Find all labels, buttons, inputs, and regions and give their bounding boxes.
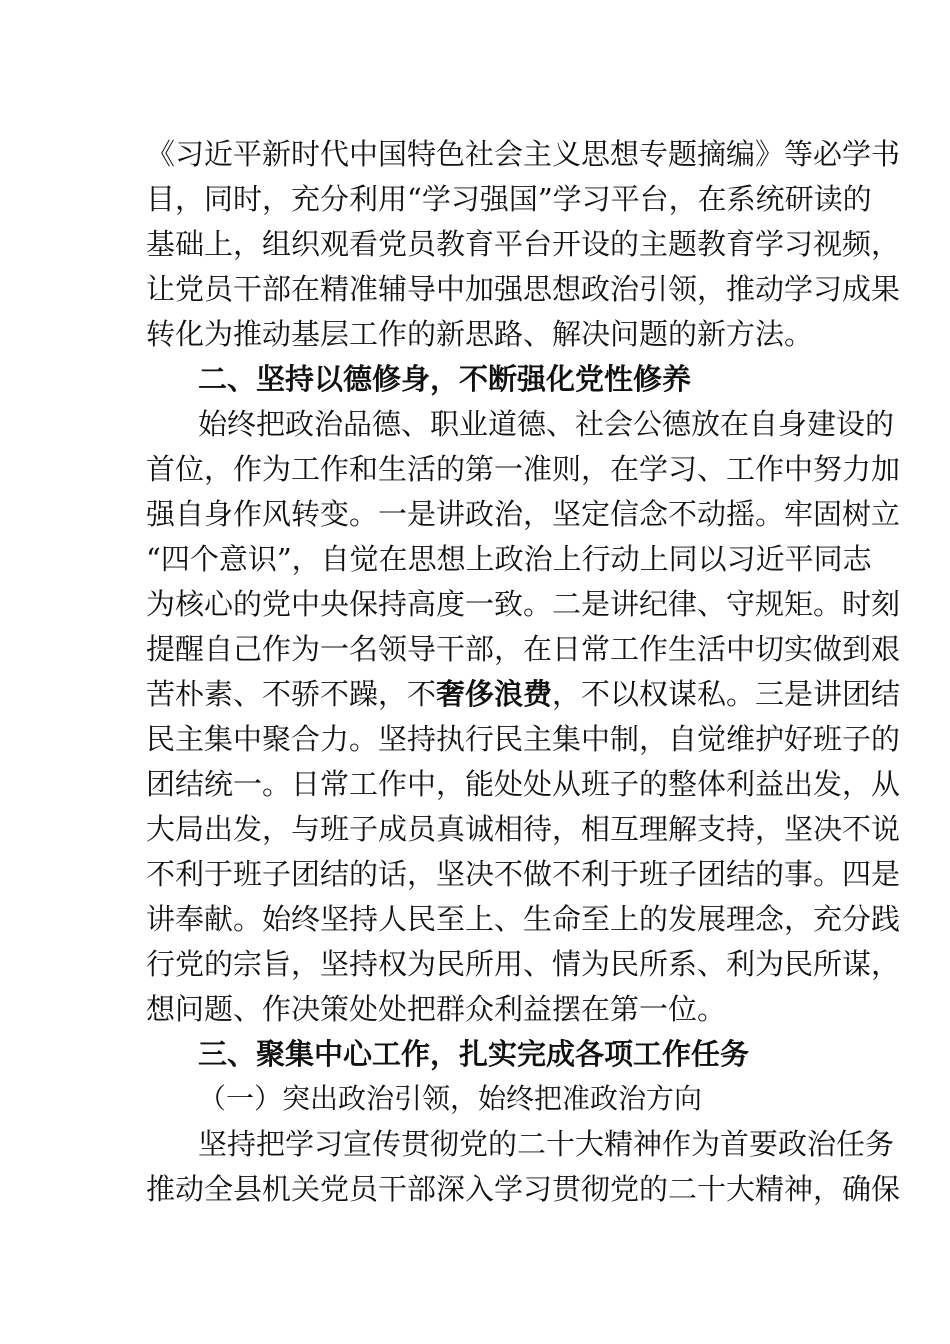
paragraph-line: 不利于班子团结的话，坚决不做不利于班子团结的事。四是 <box>146 857 901 891</box>
paragraph-line: 提醒自己作为一名领导干部，在日常工作生活中切实做到艰 <box>146 632 901 666</box>
text-segment: 苦朴素、不骄不躁，不 <box>146 677 437 711</box>
paragraph-line: 让党员干部在精准辅导中加强思想政治引领，推动学习成果 <box>146 272 901 306</box>
paragraph-line: 《习近平新时代中国特色社会主义思想专题摘编》等必学书 <box>146 137 901 171</box>
paragraph-line: 坚持把学习宣传贯彻党的二十大精神作为首要政治任务 <box>198 1127 895 1161</box>
paragraph-line: 想问题、作决策处处把群众利益摆在第一位。 <box>146 992 727 1026</box>
paragraph-line: 讲奉献。始终坚持人民至上、生命至上的发展理念，充分践 <box>146 902 901 936</box>
paragraph-line: 民主集中聚合力。坚持执行民主集中制，自觉维护好班子的 <box>146 722 901 756</box>
emphasized-text: 奢侈浪费 <box>436 677 553 711</box>
subsection-heading-1: （一）突出政治引领，始终把准政治方向 <box>198 1082 703 1115</box>
paragraph-line: “四个意识”，自觉在思想上政治上行动上同以习近平同志 <box>146 542 872 576</box>
paragraph-line: 始终把政治品德、职业道德、社会公德放在自身建设的 <box>198 407 895 441</box>
paragraph-line <box>146 671 901 717</box>
paragraph-line: 行党的宗旨，坚持权为民所用、情为民所系、利为民所谋， <box>146 947 901 981</box>
paragraph-line: 首位，作为工作和生活的第一准则，在学习、工作中努力加 <box>146 452 901 486</box>
paragraph-line: 推动全县机关党员干部深入学习贯彻党的二十大精神，确保 <box>146 1172 901 1206</box>
paragraph-line: 基础上，组织观看党员教育平台开设的主题教育学习视频， <box>146 227 901 261</box>
text-segment: ，不以权谋私。三是讲团结 <box>552 677 901 711</box>
section-heading-2: 二、坚持以德修身，不断强化党性修养 <box>198 362 692 396</box>
paragraph-line: 大局出发，与班子成员真诚相待，相互理解支持，坚决不说 <box>146 812 901 846</box>
paragraph-line: 为核心的党中央保持高度一致。二是讲纪律、守规矩。时刻 <box>146 587 901 621</box>
paragraph-line: 团结统一。日常工作中，能处处从班子的整体利益出发，从 <box>146 767 901 801</box>
paragraph-line: 目，同时，充分利用“学习强国”学习平台，在系统研读的 <box>146 182 872 216</box>
paragraph-line: 转化为推动基层工作的新思路、解决问题的新方法。 <box>146 317 814 351</box>
section-heading-3: 三、聚集中心工作，扎实完成各项工作任务 <box>198 1037 750 1071</box>
paragraph-line: 强自身作风转变。一是讲政治，坚定信念不动摇。牢固树立 <box>146 497 901 531</box>
